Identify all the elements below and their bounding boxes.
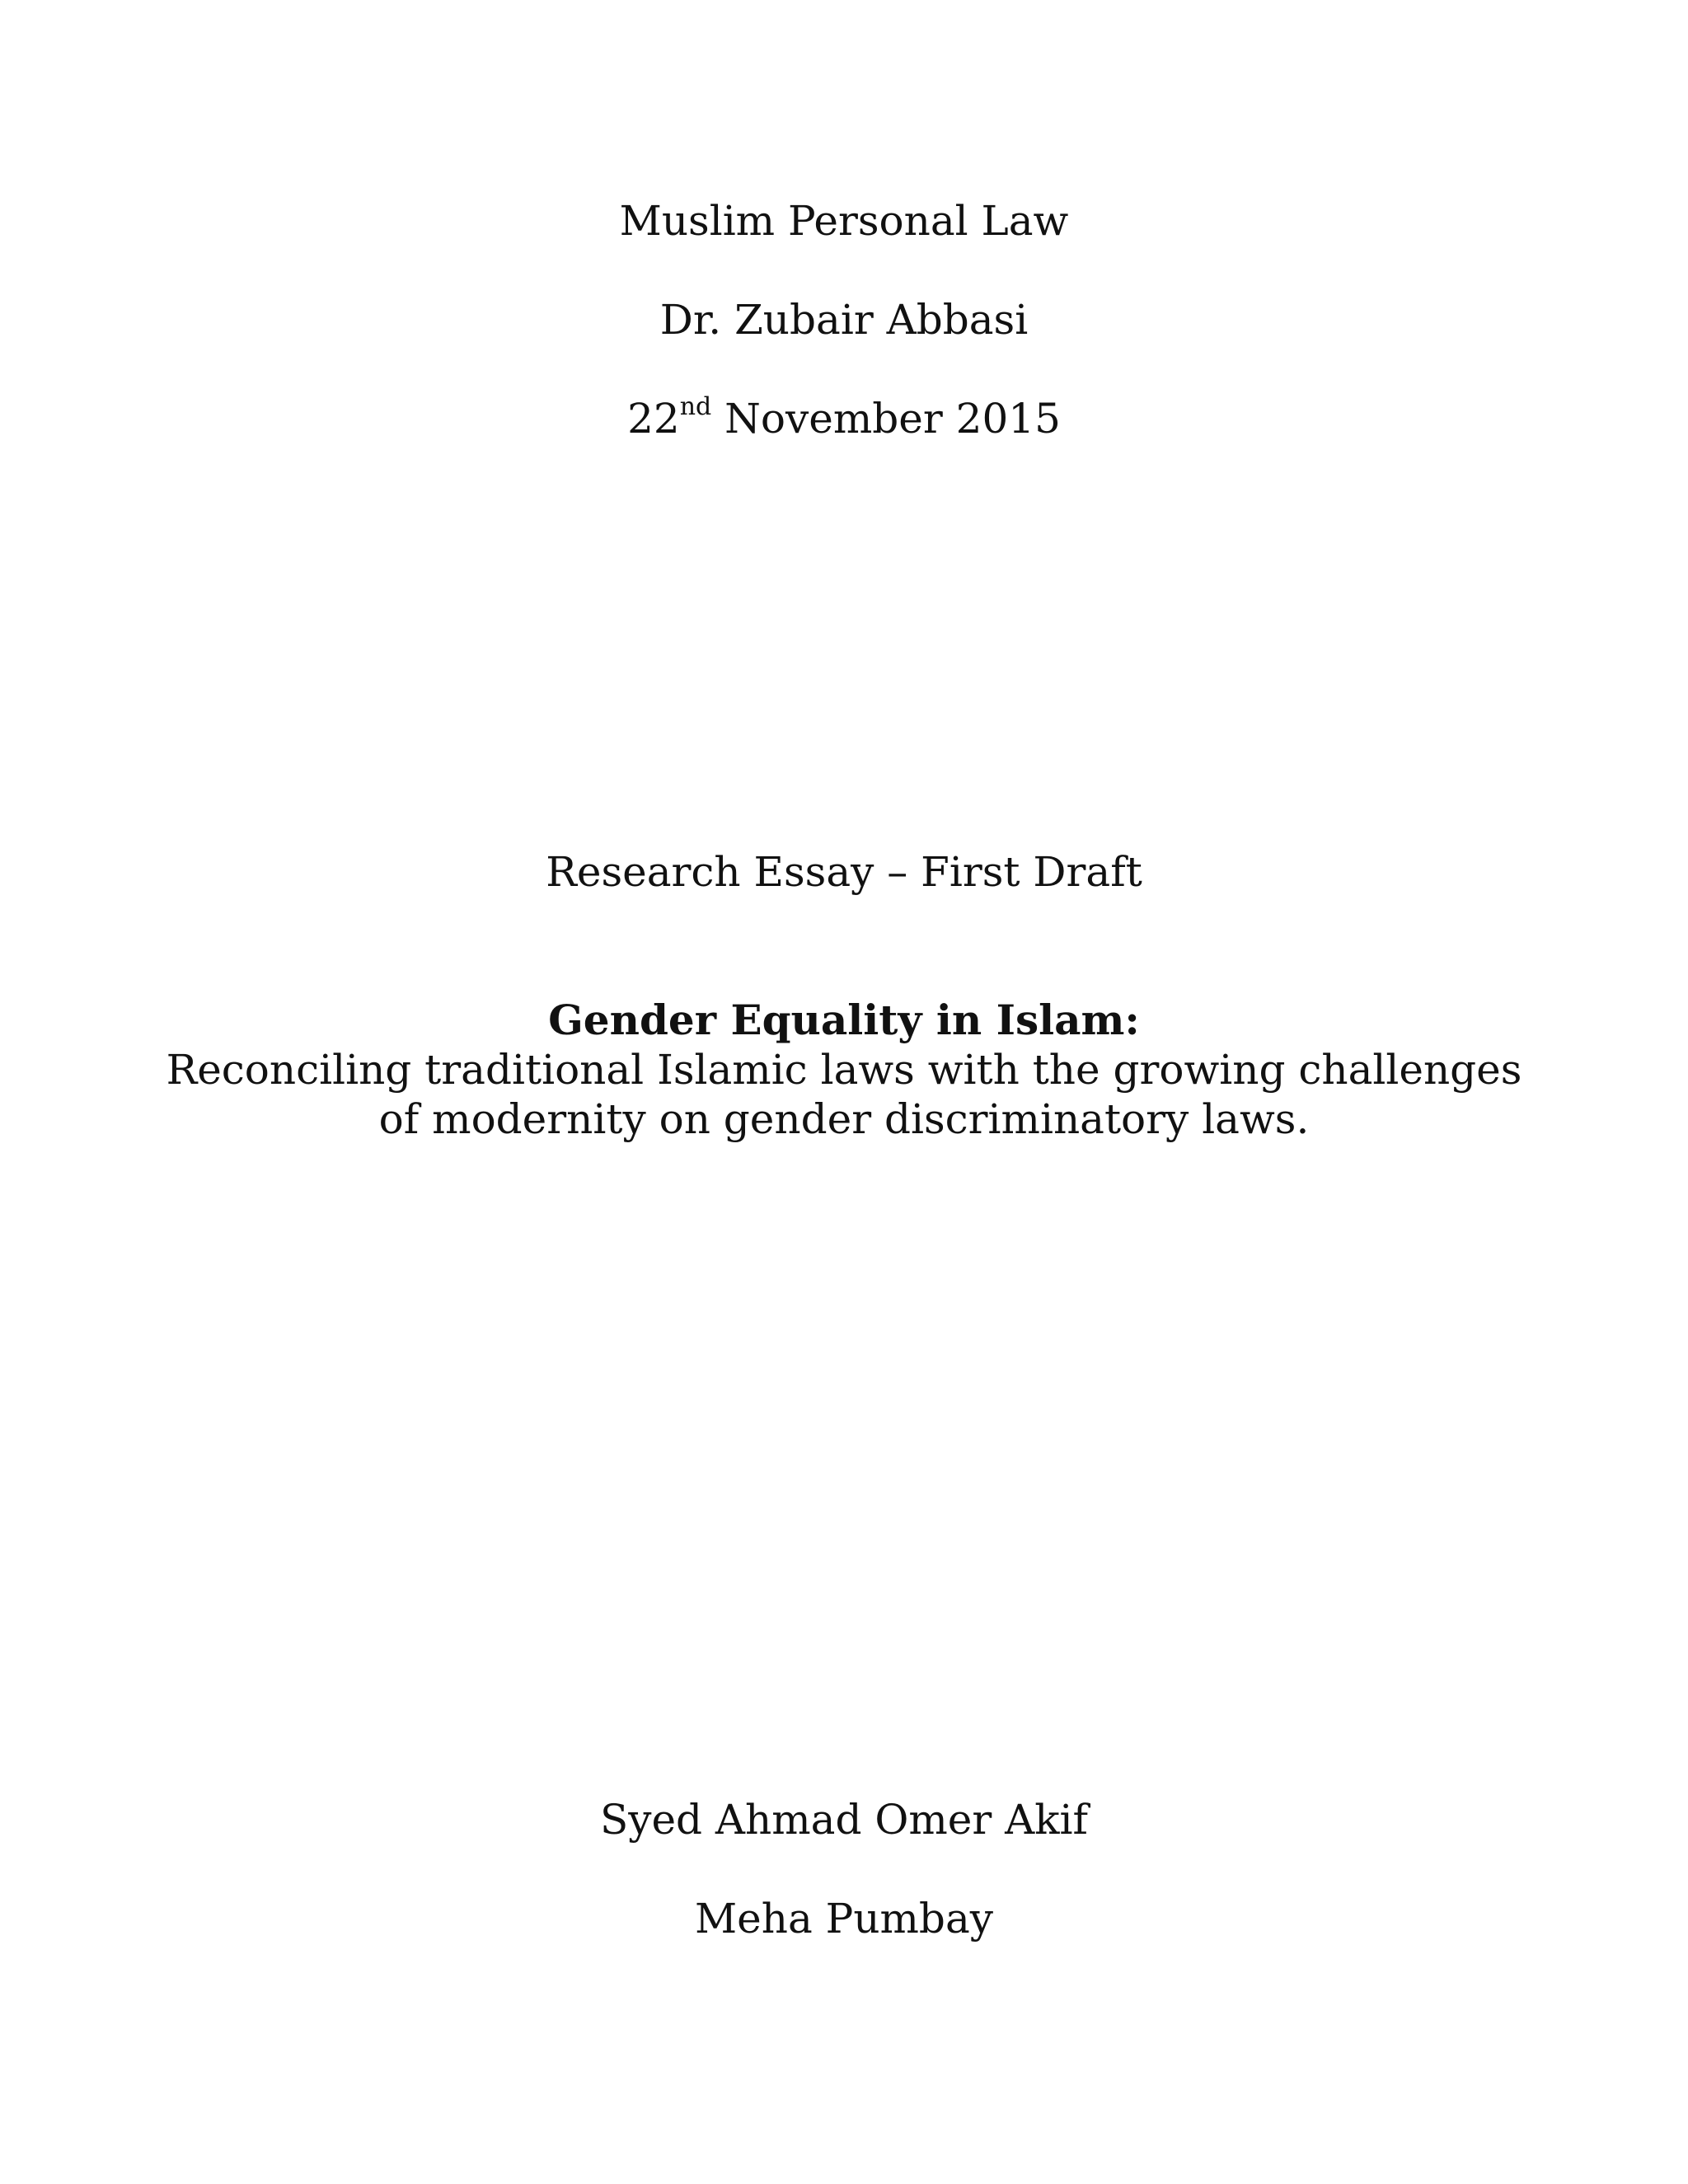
author-name: Syed Ahmad Omer Akif xyxy=(599,1796,1089,1844)
date-rest: November 2015 xyxy=(711,395,1061,443)
essay-type: Research Essay – First Draft xyxy=(546,848,1142,896)
submission-date xyxy=(0,394,1688,443)
essay-subtitle-line-1: Reconciling traditional Islamic laws with the growing challenges xyxy=(166,1046,1522,1094)
date-day: 22 xyxy=(627,395,680,443)
course-name: Muslim Personal Law xyxy=(619,197,1069,245)
essay-subtitle-line-2: of modernity on gender discriminatory laws. xyxy=(378,1095,1310,1143)
instructor-name: Dr. Zubair Abbasi xyxy=(659,296,1029,344)
date-suffix: nd xyxy=(679,392,712,422)
author-name: Meha Pumbay xyxy=(694,1895,993,1943)
essay-title: Gender Equality in Islam: xyxy=(548,996,1140,1044)
